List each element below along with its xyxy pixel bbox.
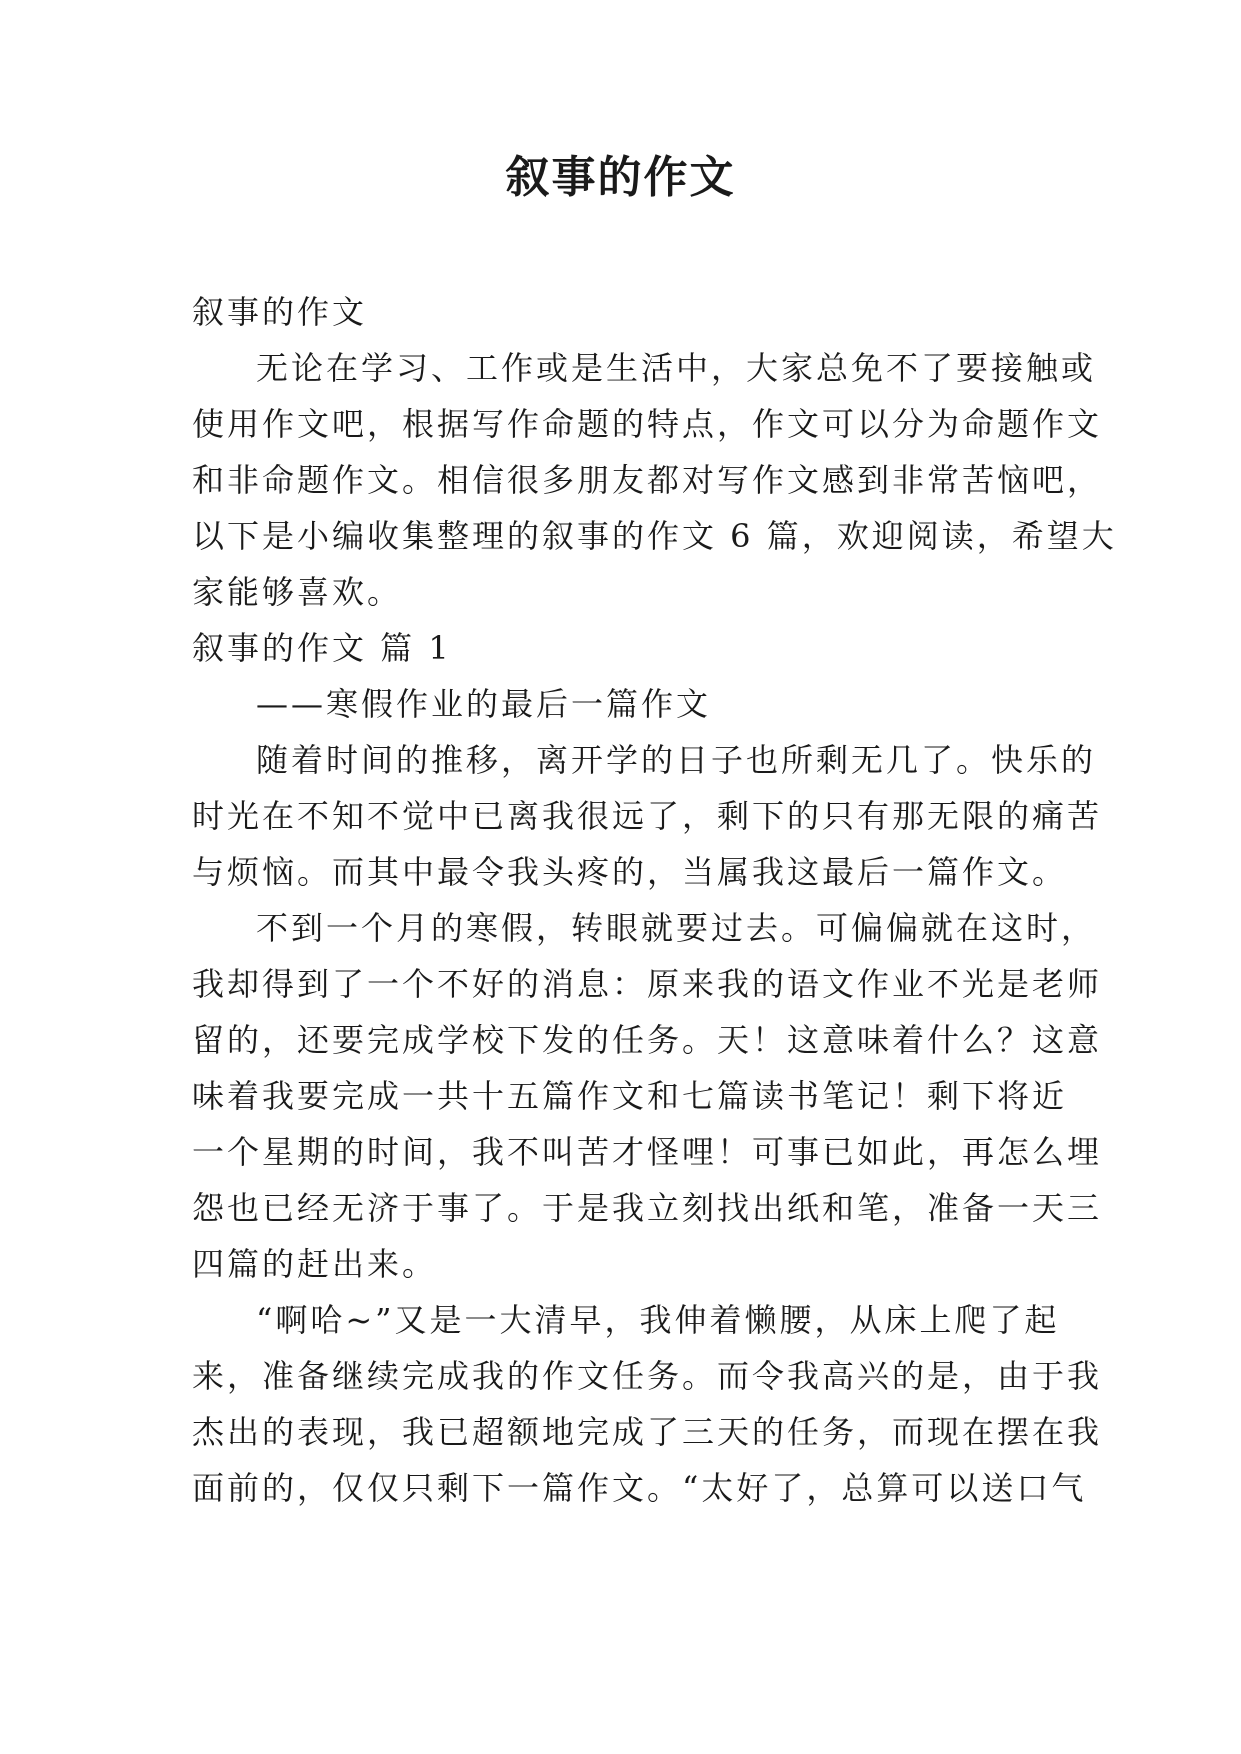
intro-line: 无论在学习、工作或是生活中，大家总免不了要接触或 <box>256 349 1097 387</box>
body-line: 味着我要完成一共十五篇作文和七篇读书笔记！剩下将近 <box>192 1077 1068 1115</box>
body-line: 留的，还要完成学校下发的任务。天！这意味着什么？这意 <box>192 1021 1103 1059</box>
body-line: 杰出的表现，我已超额地完成了三天的任务，而现在摆在我 <box>192 1413 1103 1451</box>
body-line: 与烦恼。而其中最令我头疼的，当属我这最后一篇作文。 <box>192 853 1068 891</box>
intro-line: 使用作文吧，根据写作命题的特点，作文可以分为命题作文 <box>192 405 1103 443</box>
body-line: 我却得到了一个不好的消息：原来我的语文作业不光是老师 <box>192 965 1103 1003</box>
body-line: 面前的，仅仅只剩下一篇作文。“太好了，总算可以送口气 <box>192 1469 1087 1507</box>
body-line: 时光在不知不觉中已离我很远了，剩下的只有那无限的痛苦 <box>192 797 1103 835</box>
body-line: 四篇的赶出来。 <box>192 1245 438 1283</box>
intro-line: 以下是小编收集整理的叙事的作文 6 篇，欢迎阅读，希望大 <box>192 517 1117 555</box>
body-line: 不到一个月的寒假，转眼就要过去。可偏偏就在这时， <box>256 909 1097 947</box>
section-heading: 叙事的作文 篇 1 <box>192 629 452 667</box>
body-line: “啊哈~”又是一大清早，我伸着懒腰，从床上爬了起 <box>256 1301 1060 1339</box>
section-subtitle: ——寒假作业的最后一篇作文 <box>256 685 712 723</box>
body-line: 怨也已经无济于事了。于是我立刻找出纸和笔，准备一天三 <box>192 1189 1103 1227</box>
body-line: 来，准备继续完成我的作文任务。而令我高兴的是，由于我 <box>192 1357 1103 1395</box>
intro-line: 家能够喜欢。 <box>192 573 403 611</box>
document-title: 叙事的作文 <box>505 152 736 203</box>
body-line: 一个星期的时间，我不叫苦才怪哩！可事已如此，再怎么埋 <box>192 1133 1103 1171</box>
body-line: 随着时间的推移，离开学的日子也所剩无几了。快乐的 <box>256 741 1097 779</box>
subtitle-line: 叙事的作文 <box>192 293 368 331</box>
intro-line: 和非命题作文。相信很多朋友都对写作文感到非常苦恼吧， <box>192 461 1103 499</box>
